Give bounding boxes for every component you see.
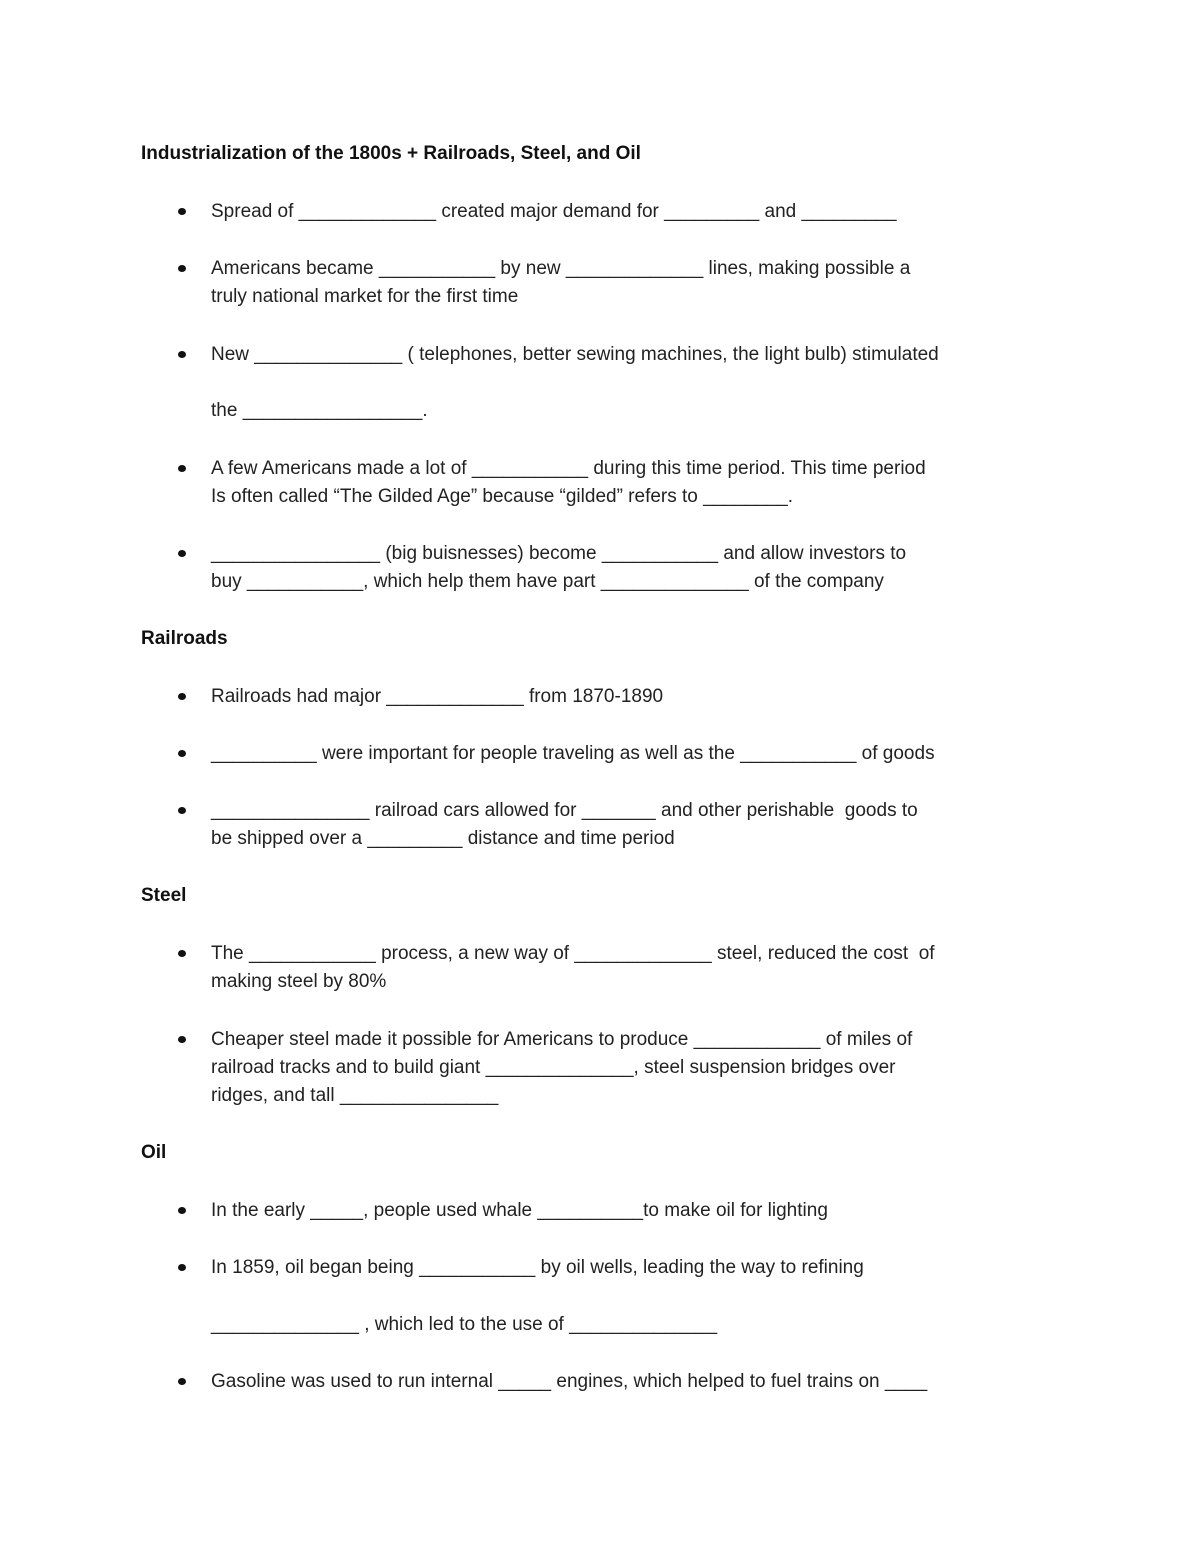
item-text: buy ___________, which help them have part ______________ of the company — [211, 571, 884, 592]
item-text: _______________ railroad cars allowed for _______ and other perishable goods to — [211, 800, 918, 821]
bullet-icon — [178, 1207, 186, 1214]
section-heading-railroads: Railroads — [141, 628, 228, 649]
bullet-icon — [178, 208, 186, 215]
item-text: Railroads had major _____________ from 1870-1890 — [211, 686, 664, 707]
document-title: Industrialization of the 1800s + Railroads, Steel, and Oil — [141, 143, 641, 164]
bullet-icon — [178, 807, 186, 814]
bullet-icon — [178, 1264, 186, 1271]
bullet-icon — [178, 1378, 186, 1385]
bullet-icon — [178, 1036, 186, 1043]
bullet-icon — [178, 465, 186, 472]
item-text: New ______________ ( telephones, better sewing machines, the light bulb) stimulated — [211, 344, 939, 365]
bullet-icon — [178, 351, 186, 358]
section-heading-steel: Steel — [141, 885, 187, 906]
item-text: In 1859, oil began being ___________ by oil wells, leading the way to refining — [211, 1257, 864, 1278]
item-text: Cheaper steel made it possible for Americans to produce ____________ of miles of — [211, 1029, 913, 1050]
item-text: ________________ (big buisnesses) become ___________ and allow investors to — [211, 543, 907, 564]
item-text: __________ were important for people traveling as well as the ___________ of goods — [211, 743, 935, 764]
item-text: A few Americans made a lot of ___________ during this time period. This time period — [211, 458, 926, 479]
item-text: The ____________ process, a new way of _____________ steel, reduced the cost of — [211, 943, 935, 964]
item-text: be shipped over a _________ distance and time period — [211, 828, 675, 849]
item-text: Is often called “The Gilded Age” because “gilded” refers to ________. — [211, 486, 793, 507]
bullet-icon — [178, 750, 186, 757]
item-text: In the early _____, people used whale __________to make oil for lighting — [211, 1200, 828, 1221]
item-text: Spread of _____________ created major demand for _________ and _________ — [211, 201, 897, 222]
bullet-icon — [178, 265, 186, 272]
bullet-icon — [178, 693, 186, 700]
item-text: Americans became ___________ by new _____________ lines, making possible a — [211, 258, 911, 279]
item-text: Gasoline was used to run internal _____ engines, which helped to fuel trains on ____ — [211, 1371, 928, 1392]
item-text: truly national market for the first time — [211, 286, 519, 307]
item-text: railroad tracks and to build giant ______________, steel suspension bridges over — [211, 1057, 896, 1078]
item-text: the _________________. — [211, 400, 428, 421]
section-heading-oil: Oil — [141, 1142, 167, 1163]
item-text: ______________ , which led to the use of ______________ — [211, 1314, 718, 1335]
bullet-icon — [178, 950, 186, 957]
item-text: making steel by 80% — [211, 971, 387, 992]
item-text: ridges, and tall _______________ — [211, 1085, 499, 1106]
bullet-icon — [178, 550, 186, 557]
